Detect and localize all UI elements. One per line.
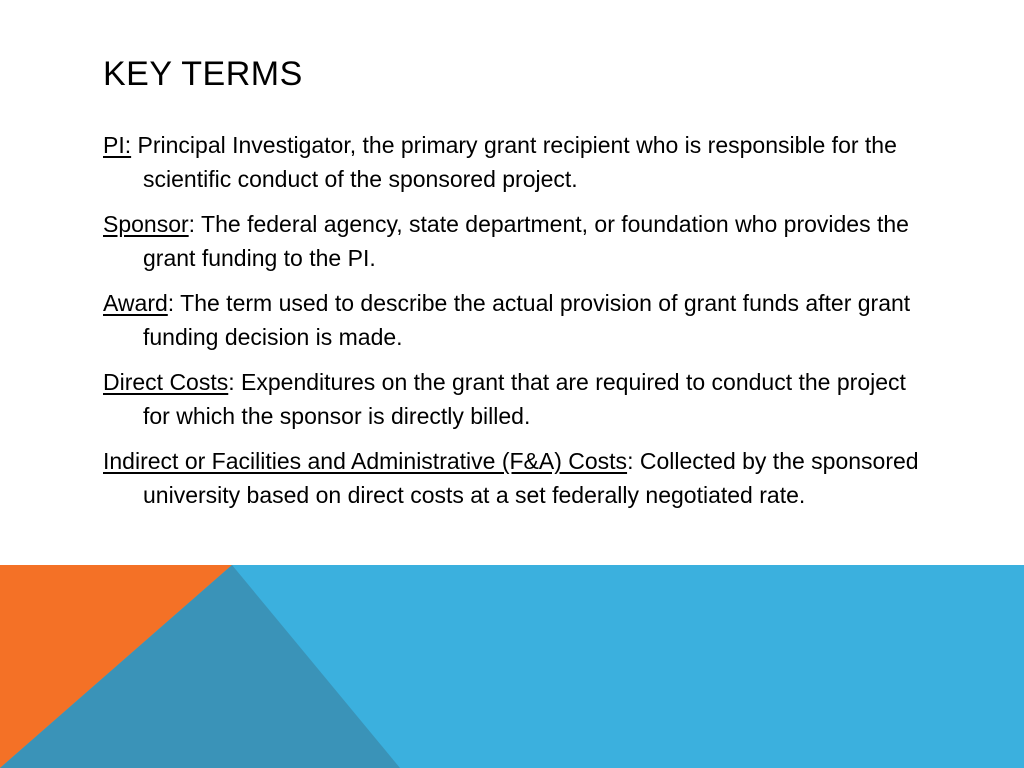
term-pi xyxy=(103,128,933,196)
term-definition: The federal agency, state department, or foundation who provides the grant funding to the PI. xyxy=(143,211,909,271)
term-label: Direct Costs xyxy=(103,369,229,395)
term-definition: The term used to describe the actual provision of grant funds after grant funding decision is made. xyxy=(143,290,911,350)
key-terms-list xyxy=(103,128,933,523)
term-separator: : xyxy=(228,369,242,395)
term-label: Sponsor xyxy=(103,211,189,237)
term-sponsor xyxy=(103,207,933,275)
term-award xyxy=(103,286,933,354)
term-separator: : xyxy=(627,448,640,474)
term-indirect-costs xyxy=(103,444,933,512)
slide-title: KEY TERMS xyxy=(103,55,303,93)
term-label: PI: xyxy=(103,132,132,158)
decorative-footer-band xyxy=(0,565,1024,768)
term-label: Indirect or Facilities and Administrative (F&A) Costs xyxy=(103,448,628,474)
term-direct-costs xyxy=(103,365,933,433)
term-definition: Collected by the sponsored university based on direct costs at a set federally negotiated rate. xyxy=(143,448,919,508)
term-definition: Expenditures on the grant that are required to conduct the project for which the sponsor is directly billed. xyxy=(143,369,906,429)
term-definition: Principal Investigator, the primary grant recipient who is responsible for the scientific conduct of the sponsored project. xyxy=(137,132,897,192)
term-separator: : xyxy=(167,290,181,316)
term-separator: : xyxy=(188,211,202,237)
term-label: Award xyxy=(103,290,168,316)
